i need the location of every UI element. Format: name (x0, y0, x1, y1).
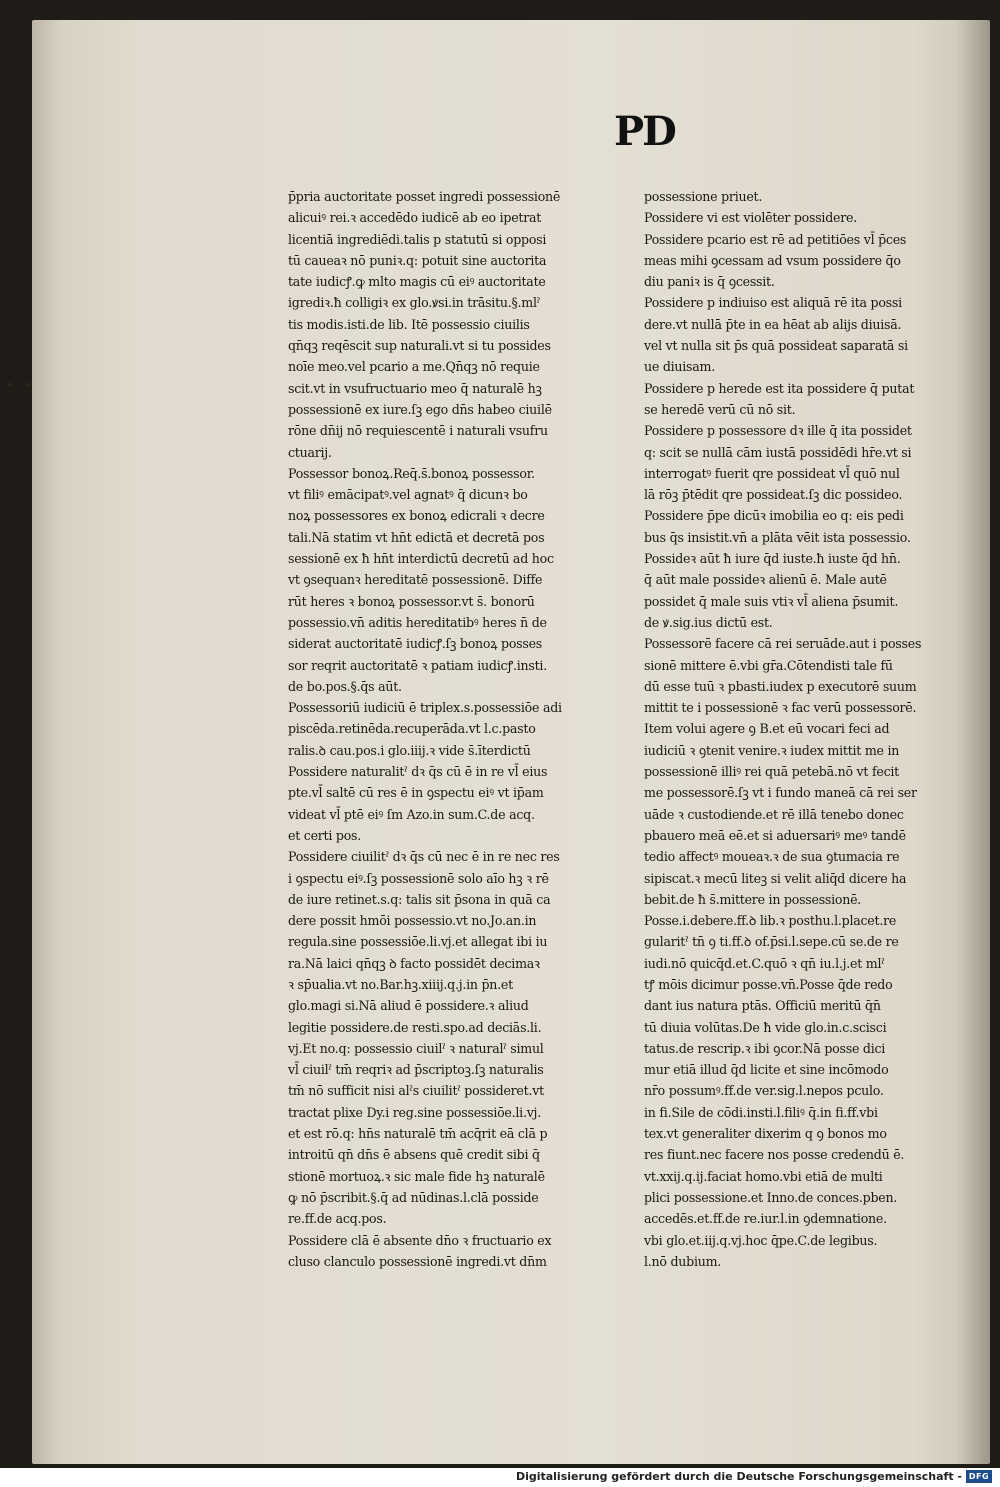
text-line: et est rō.q: hn̄s naturalē tm̄ acq̄rit eā clā p (288, 1126, 548, 1142)
text-line: tū diuia volūtas.De ħ vide glo.in.c.scisci (644, 1019, 887, 1035)
text-line: possessionē ex iure.ſꝫ ego dn̄s habeo ciuilē (288, 401, 552, 417)
page-running-head: PD (614, 108, 675, 155)
text-line: vt filiꝰ emācipatꝰ.vel agnatꝰ q̄ dicunꝛ bo (288, 487, 528, 503)
dfg-logo-icon: DFG (966, 1470, 992, 1483)
text-line: me possessorē.ſꝫ vt i fundo maneā cā rei ser (644, 785, 917, 801)
text-line: i ꝯspectu eiꝰ.ſꝫ possessionē solo aīo hꝫ ꝛ rē (288, 870, 549, 886)
text-line: stionē mortuoꝝ.ꝛ sic male fide hꝫ naturalē (288, 1168, 545, 1184)
text-line: Possessor bonoꝝ.Req̄.s̄.bonoꝝ possessor. (288, 465, 535, 481)
text-line: sionē mittere ē.vbi gr̄a.Cōtendisti tale fū (644, 657, 893, 673)
text-line: dere possit hmōi possessio.vt no.Jo.an.in (288, 913, 537, 929)
text-line: ra.Nā laici qn̄qꝫ ꝺ facto possidēt decimaꝛ (288, 955, 540, 971)
text-line: dant ius natura ptās. Officiū meritū q̄n̄ (644, 998, 881, 1014)
text-line: de bo.pos.§.q̄s aūt. (288, 678, 402, 694)
text-line: possessionē illiꝰ rei quā petebā.nō vt fecit (644, 764, 899, 780)
text-line: Possidere p herede est ita possidere q̄ putat (644, 380, 915, 396)
text-line: Possideꝛ aūt ħ iure q̄d iuste.ħ iuste q̄d hn̄. (644, 551, 901, 567)
text-line: igrediꝛ.ħ colligiꝛ ex glo.ꝟsi.in trāsitu.§.mlˀ (288, 295, 541, 311)
text-line: vt ꝯsequanꝛ hereditatē possessionē. Diffe (288, 572, 543, 588)
text-line: iudi.nō quicq̄d.et.C.quō ꝛ qn̄ iu.l.j.et mlˀ (644, 955, 885, 971)
text-line: q̄ aūt male possideꝛ alienū ē. Male autē (644, 572, 887, 588)
text-line: et certi pos. (288, 827, 361, 843)
text-line: vj.Et no.q: possessio ciuilˀ ꝛ naturalˀ simul (288, 1040, 544, 1056)
text-line: Item volui agere ꝯ B.et eū vocari feci ad (644, 721, 890, 737)
text-column-left (288, 186, 644, 1272)
text-line: tate iudicꝭ.ꝙ mlto magis cū eiꝰ auctoritate (288, 274, 546, 290)
text-line: uāde ꝛ custodiende.et rē illā tenebo donec (644, 806, 904, 822)
text-line: iudiciū ꝛ ꝯtenit venire.ꝛ iudex mittit me in (644, 742, 900, 758)
text-line: lā rōꝫ p̄tēdit qre possideat.ſꝫ dic possideo. (644, 487, 903, 503)
text-line: noīe meo.vel pcario a me.Qn̄qꝫ nō requie (288, 359, 540, 375)
text-line: pbauero meā eē.et si aduersariꝰ meꝰ tandē (644, 827, 906, 843)
text-line: de ꝟ.sig.ius dictū est. (644, 614, 773, 630)
text-line: Posse.i.debere.ff.ꝺ lib.ꝛ posthu.l.placet.re (644, 913, 897, 929)
text-line: interrogatꝰ fuerit qre possideat vl̄ quō nul (644, 465, 900, 481)
text-line: gularitˀ tn̄ ꝯ ti.ff.ꝺ of.p̄si.l.sepe.cū se.de re (644, 934, 899, 950)
text-line: tꝭ mōis dicimur posse.vn̄.Posse q̄de redo (644, 976, 893, 992)
text-line: tū caueaꝛ nō puniꝛ.q: potuit sine auctorita (288, 252, 547, 268)
text-line: ꝛ sp̄ualia.vt no.Bar.hꝫ.xiiij.q.j.in p̄n.et (288, 976, 513, 992)
text-line: tatus.de rescrip.ꝛ ibi ꝯcor.Nā posse dici (644, 1040, 886, 1056)
text-line: tractat plixe Dy.i reg.sine possessiōe.li.vj. (288, 1104, 541, 1120)
text-line: Possidere vi est violēter possidere. (644, 210, 857, 226)
text-line: tedio affectꝰ moueaꝛ.ꝛ de sua ꝯtumacia re (644, 849, 900, 865)
text-line: introitū qn̄ dn̄s ē absens quē credit sibi q̄ (288, 1147, 540, 1163)
text-line: legitie possidere.de resti.spo.ad deciās.li. (288, 1019, 542, 1035)
text-line: accedēs.et.ff.de re.iur.l.in ꝯdemnatione. (644, 1211, 887, 1227)
text-line: tis modis.isti.de lib. Itē possessio ciuilis (288, 316, 530, 332)
text-line: in fi.Sile de cōdi.insti.l.filiꝰ q̄.in fi.ff.vbi (644, 1104, 878, 1120)
text-line: Possessoriū iudiciū ē triplex.s.possessiōe adi (288, 700, 562, 716)
text-column-right (644, 186, 994, 1272)
text-line: noꝝ possessores ex bonoꝝ edicrali ꝛ decre (288, 508, 545, 524)
text-line: cluso clanculo possessionē ingredi.vt dn̄m (288, 1253, 547, 1269)
text-line: ralis.ꝺ cau.pos.i glo.iiij.ꝛ vide s̄.īterdictū (288, 742, 531, 758)
text-line: bebit.de ħ s̄.mittere in possessionē. (644, 891, 862, 907)
text-line: sor reqrit auctoritatē ꝛ patiam iudicꝭ.insti. (288, 657, 547, 673)
text-line: rūt heres ꝛ bonoꝝ possessor.vt s̄. bonorū (288, 593, 535, 609)
text-line: qn̄qꝫ reqēscit sup naturali.vt si tu possides (288, 338, 551, 354)
text-line: q: scit se nullā cām iustā possidēdi hr̄e.vt si (644, 444, 912, 460)
text-line: licentiā ingrediēdi.talis p statutū si opposi (288, 231, 547, 247)
footer-bar (0, 1468, 1000, 1487)
text-line: meas mihi ꝯcessam ad vsum possidere q̄o (644, 252, 901, 268)
text-line: ctuarij. (288, 444, 332, 460)
text-line: tali.Nā statim vt hn̄t edictā et decretā pos (288, 529, 545, 545)
text-line: possidet q̄ male suis vtiꝛ vl̄ aliena p̄sumit. (644, 593, 899, 609)
text-line: de iure retinet.s.q: talis sit p̄sona in quā ca (288, 891, 551, 907)
text-line: Possidere naturalitˀ dꝛ q̄s cū ē in re vl̄ eius (288, 764, 548, 780)
text-line: ue diuisam. (644, 359, 715, 375)
text-line: Possessorē facere cā rei seruāde.aut i posses (644, 636, 922, 652)
text-line: re.ff.de acq.pos. (288, 1211, 387, 1227)
text-line: pte.vl̄ saltē cū res ē in ꝯspectu eiꝰ vt ip̄am (288, 785, 544, 801)
funding-credit: Digitalisierung gefördert durch die Deutsche Forschungsgemeinschaft - (515, 1470, 962, 1483)
text-line: vt.xxij.q.ij.faciat homo.vbi etiā de multi (644, 1168, 883, 1184)
text-line: Possidere ciuilitˀ dꝛ q̄s cū nec ē in re nec res (288, 849, 560, 865)
text-line: piscēda.retinēda.recuperāda.vt l.c.pasto (288, 721, 536, 737)
text-line: sipiscat.ꝛ mecū liteꝫ si velit aliq̄d dicere ha (644, 870, 907, 886)
text-line: res fiunt.nec facere nos posse credendū ē. (644, 1147, 905, 1163)
text-line: mittit te i possessionē ꝛ fac verū possessorē. (644, 700, 917, 716)
text-line: dere.vt nullā p̄te in ea hēat ab alijs diuisā. (644, 316, 902, 332)
text-line: vel vt nulla sit p̄s quā possideat saparatā si (644, 338, 908, 354)
text-line: alicuiꝰ rei.ꝛ accedēdo iudicē ab eo ipetrat (288, 210, 542, 226)
text-line: regula.sine possessiōe.li.vj.et allegat ibi iu (288, 934, 548, 950)
text-line: bus q̄s insistit.vn̄ a plāta vēit ista possessio. (644, 529, 911, 545)
text-line: l.nō dubium. (644, 1253, 722, 1269)
text-line: mur etiā illud q̄d licite et sine incōmodo (644, 1062, 889, 1078)
text-line: possessio.vn̄ aditis hereditatibꝰ heres n̄ de (288, 614, 547, 630)
text-line: tex.vt generaliter dixerim q ꝯ bonos mo (644, 1126, 887, 1142)
text-line: possessione priuet. (644, 189, 763, 204)
text-line: scit.vt in vsufructuario meo q̄ naturalē hꝫ (288, 380, 542, 396)
text-line: Possidere p̄pe dicūꝛ imobilia eo q: eis pedi (644, 508, 904, 524)
text-line: dū esse tuū ꝛ pbasti.iudex p executorē suum (644, 678, 917, 694)
book-page (32, 20, 990, 1464)
text-line: Possidere p indiuiso est aliquā rē ita possi (644, 295, 902, 311)
text-line: Possidere clā ē absente dn̄o ꝛ fructuario ex (288, 1232, 552, 1248)
text-line: ꝙ nō p̄scribit.§.q̄ ad nūdinas.l.clā posside (288, 1189, 539, 1205)
text-line: nr̄o possumꝰ.ff.de ver.sig.l.nepos pculo. (644, 1083, 884, 1099)
text-line: sessionē ex ħ hn̄t interdictū decretū ad hoc (288, 551, 554, 567)
text-line: p̄pria auctoritate posset ingredi possessionē (288, 189, 561, 204)
text-line: vbi glo.et.iij.q.vj.hoc q̄pe.C.de legibus. (644, 1232, 878, 1248)
text-line: diu paniꝛ is q̄ ꝯcessit. (644, 274, 775, 290)
text-line: siderat auctoritatē iudicꝭ.ſꝫ bonoꝝ posses (288, 636, 543, 652)
text-line: Possidere pcario est rē ad petitiōes vl̄ p̄ces (644, 231, 907, 247)
text-line: vl̄ ciuilˀ tm̄ reqriꝛ ad p̄scriptoꝫ.ſꝫ naturalis (288, 1062, 544, 1078)
text-line: videat vl̄ ptē eiꝰ ſm Azo.in sum.C.de acq. (288, 806, 535, 822)
text-line: glo.magi si.Nā aliud ē possidere.ꝛ aliud (288, 998, 529, 1014)
text-line: Possidere p possessore dꝛ ille q̄ ita possidet (644, 423, 912, 439)
text-line: plici possessione.et Inno.de conces.pben. (644, 1189, 898, 1205)
text-line: se heredē verū cū nō sit. (644, 401, 796, 417)
text-line: tm̄ nō sufficit nisi alˀs ciuilitˀ possideret.vt (288, 1083, 544, 1099)
text-line: rōne dn̄ij nō requiescentē i naturali vsufru (288, 423, 548, 439)
margin-marks: • • (6, 378, 36, 394)
